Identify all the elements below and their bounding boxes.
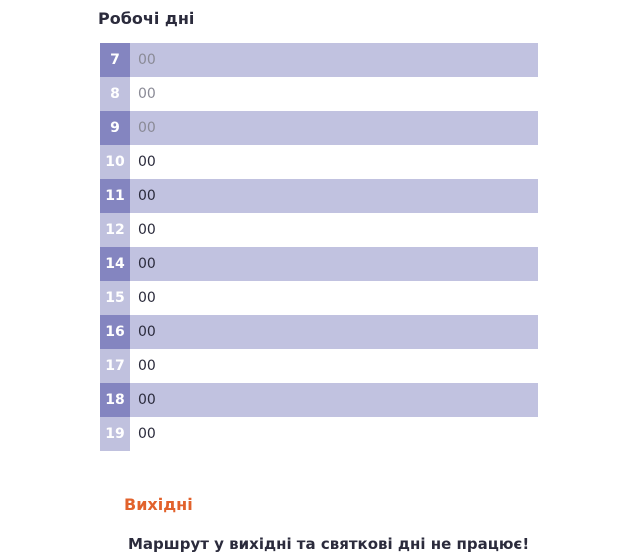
minutes-cell: 00 (138, 222, 156, 238)
weekend-message: Маршрут у вихідні та святкові дні не працює! (128, 535, 530, 553)
schedule-row (100, 145, 538, 179)
schedule-row (100, 111, 538, 145)
hour-cell: 12 (100, 213, 130, 247)
schedule-row (100, 315, 538, 349)
schedule-row (100, 77, 538, 111)
weekend-title: Вихідні (124, 495, 193, 514)
schedule-row (100, 383, 538, 417)
hour-cell: 11 (100, 179, 130, 213)
hour-cell: 15 (100, 281, 130, 315)
hour-cell: 16 (100, 315, 130, 349)
minutes-cell: 00 (138, 426, 156, 442)
hour-cell: 19 (100, 417, 130, 451)
hour-cell: 8 (100, 77, 130, 111)
minutes-cell: 00 (138, 358, 156, 374)
schedule-row (100, 179, 538, 213)
schedule-table (100, 43, 538, 451)
minutes-cell: 00 (138, 120, 156, 136)
minutes-cell: 00 (138, 154, 156, 170)
minutes-cell: 00 (138, 392, 156, 408)
weekdays-title: Робочі дні (98, 9, 195, 28)
schedule-row (100, 213, 538, 247)
hour-cell: 10 (100, 145, 130, 179)
schedule-row (100, 417, 538, 451)
hour-cell: 18 (100, 383, 130, 417)
minutes-cell: 00 (138, 52, 156, 68)
schedule-row (100, 247, 538, 281)
schedule-row (100, 43, 538, 77)
schedule-row (100, 349, 538, 383)
minutes-cell: 00 (138, 188, 156, 204)
hour-cell: 7 (100, 43, 130, 77)
hour-cell: 9 (100, 111, 130, 145)
minutes-cell: 00 (138, 256, 156, 272)
minutes-cell: 00 (138, 86, 156, 102)
minutes-cell: 00 (138, 324, 156, 340)
schedule-row (100, 281, 538, 315)
hour-cell: 14 (100, 247, 130, 281)
hour-cell: 17 (100, 349, 130, 383)
minutes-cell: 00 (138, 290, 156, 306)
